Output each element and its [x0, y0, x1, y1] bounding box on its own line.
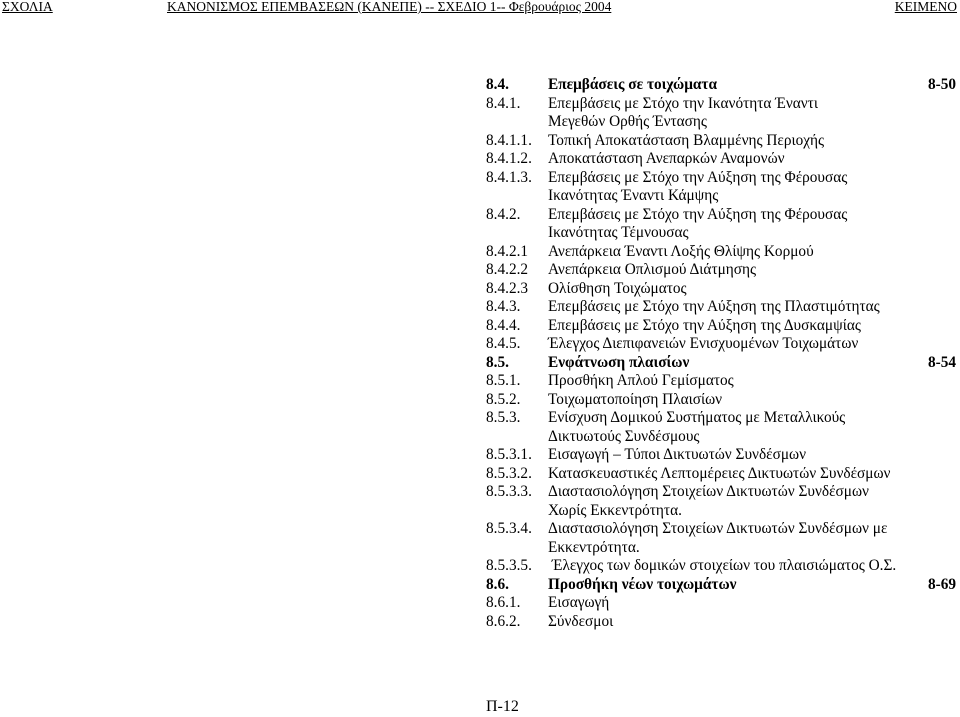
toc-entry-title: Μεγεθών Ορθής Έντασης — [548, 113, 707, 130]
toc-entry — [486, 298, 958, 317]
toc-entry-title: Επεμβάσεις με Στόχο την Ικανότητα Έναντι — [548, 94, 818, 112]
toc-entry — [486, 280, 958, 299]
toc-entry-title: Ικανότητας Τέμνουσας — [548, 224, 689, 241]
toc-entry — [486, 594, 958, 613]
toc-entry-title: Εισαγωγή – Τύποι Δικτυωτών Συνδέσμων — [548, 446, 807, 463]
toc-entry — [486, 520, 958, 557]
toc-entry-number: 8.4.1.3. — [486, 168, 532, 186]
toc-entry-number: 8.4.4. — [486, 316, 521, 334]
toc-entry-title: Ανεπάρκεια Οπλισμού Διάτμησης — [548, 261, 757, 278]
toc-entry-title: Προσθήκη νέων τοιχωμάτων — [548, 575, 737, 593]
toc-entry-title: Αποκατάσταση Ανεπαρκών Αναμονών — [548, 150, 785, 167]
toc-entry — [486, 391, 958, 410]
toc-entry-title: Κατασκευαστικές Λεπτομέρειες Δικτυωτών Συνδέσμων — [548, 464, 891, 482]
toc-entry — [486, 335, 958, 354]
page-number: Π-12 — [486, 698, 519, 715]
toc-entry — [486, 354, 958, 373]
toc-entry-number: 8.6.2. — [486, 612, 521, 630]
toc-entry-title: Εισαγωγή — [548, 594, 610, 611]
toc-entry-number: 8.6.1. — [486, 594, 521, 611]
toc-entry-title: Επεμβάσεις με Στόχο την Αύξηση της Φέρουσας — [548, 205, 848, 223]
toc-entry-number: 8.5.3.2. — [486, 464, 532, 482]
toc-entry-title: Δικτυωτούς Συνδέσμους — [548, 427, 700, 445]
table-of-contents — [486, 76, 958, 631]
toc-entry-title: Ανεπάρκεια Έναντι Λοξής Θλίψης Κορμού — [548, 242, 814, 260]
toc-entry-number: 8.5.3.1. — [486, 446, 532, 463]
header-bar — [0, 0, 960, 18]
toc-entry-title: Ολίσθηση Τοιχώματος — [548, 279, 687, 297]
toc-entry-title: Ενφάτνωση πλαισίων — [548, 353, 690, 371]
toc-entry — [486, 613, 958, 632]
toc-entry — [486, 206, 958, 243]
toc-entry — [486, 465, 958, 484]
link-document-title[interactable]: ΚΑΝΟΝΙΣΜΟΣ ΕΠΕΜΒΑΣΕΩΝ (ΚΑΝΕΠΕ) -- ΣΧΕΔΙΟ 1-- Φεβρουάριος 2004 — [167, 0, 612, 14]
toc-entry-number: 8.6. — [486, 575, 509, 593]
toc-entry-number: 8.5.3.5. — [486, 557, 532, 574]
toc-entry-title: Ενίσχυση Δομικού Συστήματος με Μεταλλικούς — [548, 409, 846, 426]
toc-entry-number: 8.5.2. — [486, 390, 521, 408]
toc-entry-page: 8-54 — [927, 353, 956, 371]
toc-entry-number: 8.4. — [486, 76, 509, 93]
toc-entry — [486, 169, 958, 206]
toc-entry-title: Επεμβάσεις με Στόχο την Αύξηση της Φέρουσας — [548, 168, 848, 186]
toc-entry-title: Επεμβάσεις με Στόχο την Αύξηση της Δυσκαμψίας — [548, 316, 861, 334]
link-comments[interactable]: ΣΧΟΛΙΑ — [2, 0, 53, 14]
toc-entry — [486, 76, 958, 95]
toc-entry-number: 8.5.1. — [486, 372, 521, 389]
toc-entry-title: Επεμβάσεις σε τοιχώματα — [548, 76, 717, 93]
toc-entry — [486, 446, 958, 465]
toc-entry-page: 8-50 — [927, 76, 956, 93]
toc-entry-number: 8.4.2.1 — [486, 242, 529, 260]
toc-entry — [486, 557, 958, 576]
toc-entry-title: Διαστασιολόγηση Στοιχείων Δικτυωτών Συνδέσμων — [548, 483, 869, 500]
toc-entry-title: Διαστασιολόγηση Στοιχείων Δικτυωτών Συνδέσμων με — [548, 520, 888, 537]
toc-entry — [486, 483, 958, 520]
toc-entry-title: Τοπική Αποκατάσταση Βλαμμένης Περιοχής — [548, 131, 825, 149]
toc-entry-number: 8.4.1. — [486, 94, 521, 112]
toc-entry-number: 8.4.2.2 — [486, 261, 529, 278]
toc-entry-number: 8.4.3. — [486, 298, 521, 315]
toc-entry-number: 8.5. — [486, 353, 509, 371]
link-text[interactable]: ΚΕΙΜΕΝΟ — [894, 0, 957, 14]
toc-entry-number: 8.5.3.3. — [486, 483, 532, 500]
toc-entry-title: Σύνδεσμοι — [548, 612, 614, 630]
toc-entry-title: Έλεγχος Διεπιφανειών Ενισχυομένων Τοιχωμάτων — [548, 335, 859, 352]
toc-entry-number: 8.4.1.1. — [486, 131, 532, 149]
toc-entry-title: Χωρίς Εκκεντρότητα. — [548, 501, 682, 519]
toc-entry-title: Επεμβάσεις με Στόχο την Αύξηση της Πλαστιμότητας — [548, 298, 880, 315]
toc-entry-number: 8.5.3.4. — [486, 520, 532, 537]
toc-entry — [486, 372, 958, 391]
toc-entry-title: Έλεγχος των δομικών στοιχείων του πλαισιώματος Ο.Σ. — [548, 557, 897, 574]
toc-entry — [486, 132, 958, 151]
toc-entry-number: 8.4.1.2. — [486, 150, 532, 167]
toc-entry-number: 8.5.3. — [486, 409, 521, 426]
toc-entry — [486, 243, 958, 262]
toc-entry — [486, 261, 958, 280]
toc-entry-number: 8.4.2. — [486, 205, 521, 223]
toc-entry-title: Ικανότητας Έναντι Κάμψης — [548, 187, 719, 204]
toc-entry — [486, 409, 958, 446]
toc-entry-title: Εκκεντρότητα. — [548, 538, 640, 556]
toc-entry — [486, 317, 958, 336]
toc-entry-title: Τοιχωματοποίηση Πλαισίων — [548, 390, 723, 408]
toc-entry-page: 8-69 — [927, 575, 956, 593]
toc-entry — [486, 150, 958, 169]
toc-entry-title: Προσθήκη Απλού Γεμίσματος — [548, 372, 734, 389]
toc-entry — [486, 95, 958, 132]
toc-entry-number: 8.4.5. — [486, 335, 521, 352]
toc-entry — [486, 576, 958, 595]
toc-entry-number: 8.4.2.3 — [486, 279, 529, 297]
